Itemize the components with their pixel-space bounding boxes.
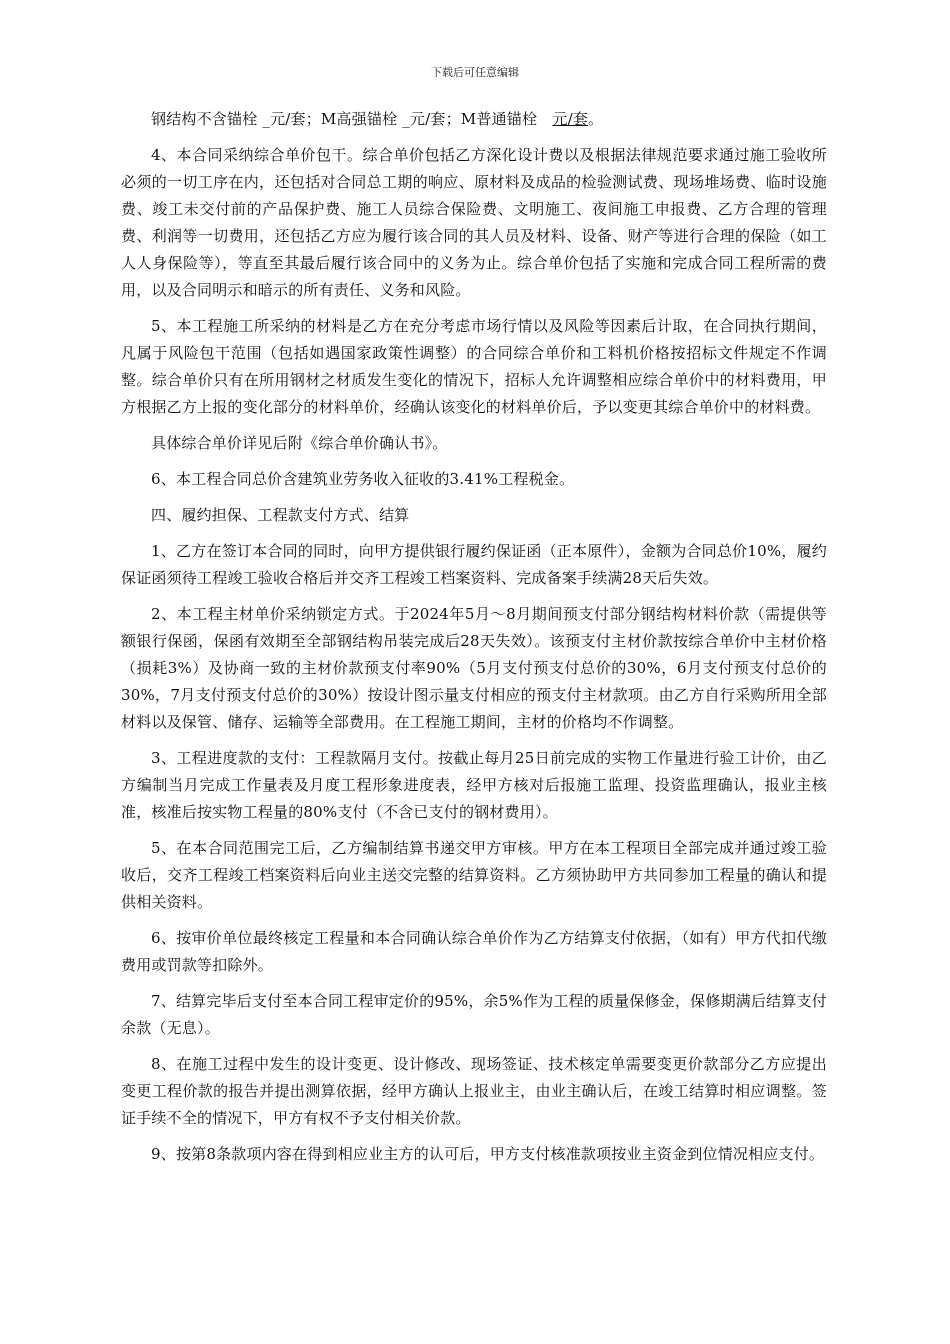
section-heading-4: 四、履约担保、工程款支付方式、结算 <box>151 506 410 524</box>
anchor-price-text: 钢结构不含锚栓 _元/套；M高强锚栓 _元/套；M普通锚栓 <box>151 110 553 128</box>
page-header: 下载后可任意编辑 <box>431 66 519 79</box>
anchor-price-unit: 元/套 <box>552 110 589 128</box>
paragraph-4-unit-price: 4、本合同采纳综合单价包干。综合单价包括乙方深化设计费以及根据法律规范要求通过施工验收所必须的一切工序在内，还包括对合同总工期的响应、原材料及成品的检验测试费、现场堆场费、临时设施费、竣工未交付前的产品保护费、施工人员综合保险费、文明施工、夜间施工申报费、乙方合理的管理费、利润等一切费用，还包括乙方应为履行该合同的其人员及材料、设备、财产等进行合理的保险（如工人人身保险等），等直至其最后履行该合同中的义务为止。综合单价包括了实施和完成合同工程所需的费用，以及合同明示和暗示的所有责任、义务和风险。 <box>121 146 827 299</box>
paragraph-2-material-lock: 2、本工程主材单价采纳锁定方式。于2024年5月～8月期间预支付部分钢结构材料价款（需提供等额银行保函，保函有效期至全部钢结构吊装完成后28天失效）。该预支付主材价款按综合单价中主材价格（损耗3%）及协商一致的主材价款预支付率90%（5月支付预支付总价的30%，6月支付预支付总价的30%，7月支付预支付总价的30%）按设计图示量支付相应的预支付主材款项。由乙方自行采购所用全部材料以及保管、储存、运输等全部费用。在工程施工期间，主材的价格均不作调整。 <box>121 605 827 731</box>
paragraph-unit-price-reference: 具体综合单价详见后附《综合单价确认书》。 <box>151 434 448 452</box>
paragraph-6-settlement-basis: 6、按审价单位最终核定工程量和本合同确认综合单价作为乙方结算支付依据，（如有）甲方代扣代缴费用或罚款等扣除外。 <box>121 929 827 974</box>
document-body <box>121 106 827 1177</box>
paragraph-5-settlement: 5、在本合同范围完工后，乙方编制结算书递交甲方审核。甲方在本工程项目全部完成并通过竣工验收后，交齐工程竣工档案资料后向业主送交完整的结算资料。乙方须协助甲方共同参加工程量的确认和提供相关资料。 <box>121 839 827 911</box>
paragraph-7-retention: 7、结算完毕后支付至本合同工程审定价的95%，余5%作为工程的质量保修金，保修期满后结算支付余款（无息）。 <box>121 992 827 1037</box>
anchor-price-end: 。 <box>588 110 604 128</box>
paragraph-5-materials: 5、本工程施工所采纳的材料是乙方在充分考虑市场行情以及风险等因素后计取，在合同执行期间，凡属于风险包干范围（包括如遇国家政策性调整）的合同综合单价和工料机价格按招标文件规定不作调整。综合单价只有在所用钢材之材质发生变化的情况下，招标人允许调整相应综合单价中的材料费用，甲方根据乙方上报的变化部分的材料单价，经确认该变化的材料单价后，予以变更其综合单价中的材料费。 <box>121 317 827 416</box>
paragraph-6-tax: 6、本工程合同总价含建筑业劳务收入征收的3.41%工程税金。 <box>151 470 575 488</box>
paragraph-1-performance-bond: 1、乙方在签订本合同的同时，向甲方提供银行履约保证函（正本原件），金额为合同总价10%，履约保证函须待工程竣工验收合格后并交齐工程竣工档案资料、完成备案手续满28天后失效。 <box>121 542 827 587</box>
anchor-price-line <box>121 106 827 133</box>
paragraph-9-payment: 9、按第8条款项内容在得到相应业主方的认可后，甲方支付核准款项按业主资金到位情况相应支付。 <box>151 1145 825 1163</box>
paragraph-8-variations: 8、在施工过程中发生的设计变更、设计修改、现场签证、技术核定单需要变更价款部分乙方应提出变更工程价款的报告并提出测算依据，经甲方确认上报业主，由业主确认后，在竣工结算时相应调整。签证手续不全的情况下，甲方有权不予支付相关价款。 <box>121 1055 827 1127</box>
paragraph-3-progress-payment: 3、工程进度款的支付：工程款隔月支付。按截止每月25日前完成的实物工作量进行验工计价，由乙方编制当月完成工作量表及月度工程形象进度表，经甲方核对后报施工监理、投资监理确认，报业主核准，核准后按实物工程量的80%支付（不含已支付的钢材费用）。 <box>121 749 827 821</box>
